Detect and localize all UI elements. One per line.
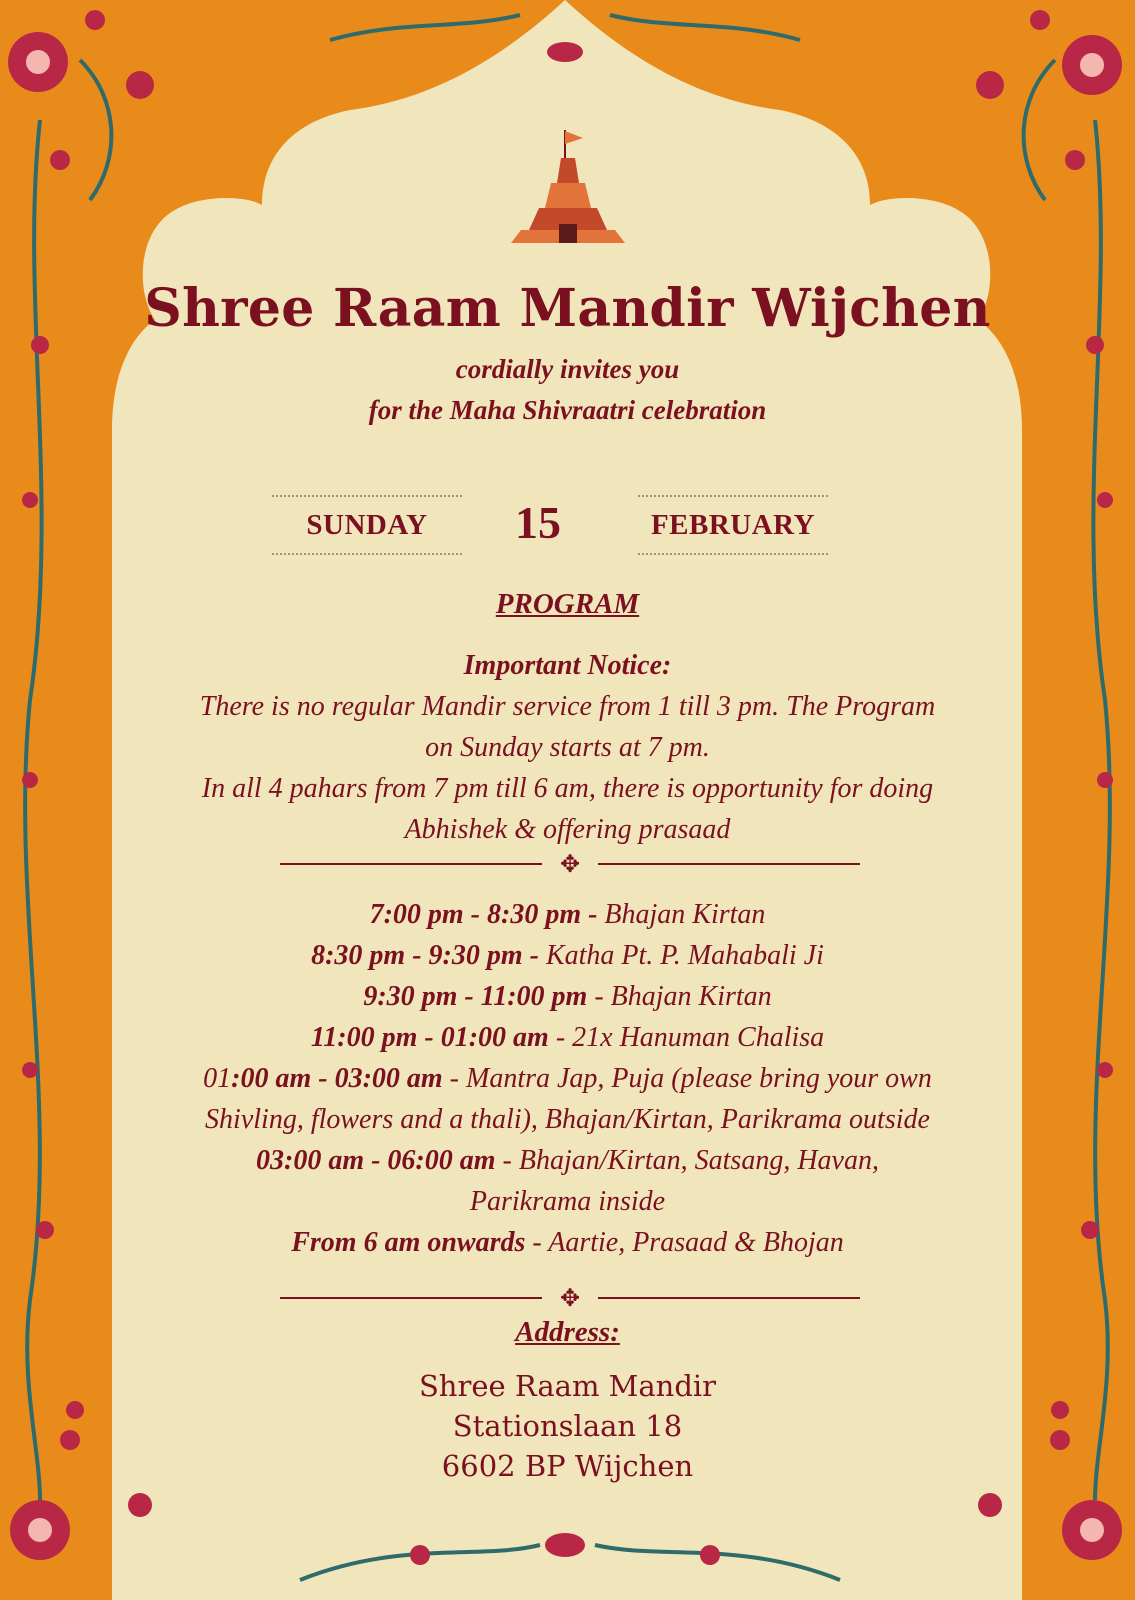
svg-text:✥: ✥ xyxy=(559,852,581,876)
address-line: Stationslaan 18 xyxy=(452,1409,683,1443)
program-heading: PROGRAM xyxy=(495,588,640,620)
notice-line: Abhishek & offering prasaad xyxy=(404,814,731,845)
schedule-item: 8:30 pm - 9:30 pm - Katha Pt. P. Mahabali Ji xyxy=(311,940,824,971)
temple-icon xyxy=(503,128,633,248)
date-month: FEBRUARY xyxy=(638,495,828,555)
schedule-item: 7:00 pm - 8:30 pm - Bhajan Kirtan xyxy=(369,899,766,930)
schedule-item: Parikrama inside xyxy=(469,1186,666,1217)
vine-right xyxy=(1024,60,1110,1500)
address-heading: Address: xyxy=(515,1316,620,1348)
invite-line-1: cordially invites you xyxy=(455,354,680,384)
schedule-item: 01:00 am - 03:00 am - Mantra Jap, Puja (please bring your own xyxy=(203,1063,932,1094)
schedule-list xyxy=(120,894,1015,1263)
address-line: Shree Raam Mandir xyxy=(418,1369,717,1403)
invitation-card xyxy=(110,0,1025,1600)
notice-line: There is no regular Mandir service from 1 till 3 pm. The Program xyxy=(199,691,936,722)
address-line: 6602 BP Wijchen xyxy=(441,1449,694,1483)
schedule-item: 03:00 am - 06:00 am - Bhajan/Kirtan, Satsang, Havan, xyxy=(256,1145,879,1176)
svg-text:✥: ✥ xyxy=(559,1286,581,1310)
schedule-item: 9:30 pm - 11:00 pm - Bhajan Kirtan xyxy=(363,981,772,1012)
notice-line: on Sunday starts at 7 pm. xyxy=(425,732,710,763)
ornament-divider xyxy=(280,1286,860,1310)
schedule-item: From 6 am onwards - Aartie, Prasaad & Bhojan xyxy=(291,1227,844,1258)
buds-right xyxy=(1051,150,1113,1419)
notice xyxy=(130,645,1005,850)
page-title: Shree Raam Mandir Wijchen xyxy=(144,278,991,339)
notice-heading: Important Notice: xyxy=(463,650,672,681)
address-block xyxy=(110,1366,1025,1486)
schedule-item: Shivling, flowers and a thali), Bhajan/Kirtan, Parikrama outside xyxy=(205,1104,930,1135)
invite-line-2: for the Maha Shivraatri celebration xyxy=(368,395,767,425)
notice-line: In all 4 pahars from 7 pm till 6 am, there is opportunity for doing xyxy=(201,773,934,804)
date-weekday: SUNDAY xyxy=(272,495,462,555)
ornament-divider xyxy=(280,852,860,876)
buds-left xyxy=(22,150,84,1419)
date-day: 15 xyxy=(515,497,561,548)
vine-left xyxy=(25,60,111,1500)
schedule-item: 11:00 pm - 01:00 am - 21x Hanuman Chalisa xyxy=(310,1022,825,1053)
